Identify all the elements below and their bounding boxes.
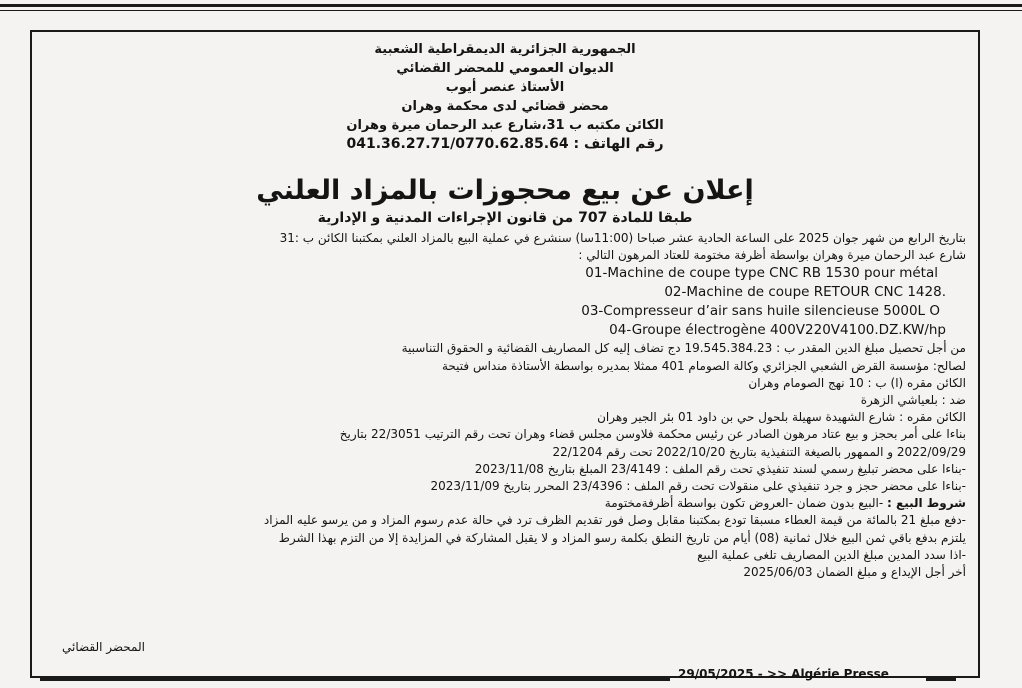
conditions-text: -البيع بدون ضمان -العروض تكون بواسطة أظرفةمختومة — [604, 496, 888, 511]
intro-line: شارع عبد الرحمان ميرة وهران بواسطة أظرفة مختومة للعتاد المرهون التالي : — [578, 248, 966, 263]
header-republic: الجمهورية الجزائرية الديمقراطية الشعبية — [374, 42, 636, 57]
header-address: الكائن مكتبه ب 31،شارع عبد الرحمان ميرة وهران — [346, 118, 664, 133]
list-item: 04-Groupe électrogène 400V220V4100.DZ.KW/hp — [609, 322, 946, 339]
list-item: 01-Machine de coupe type CNC RB 1530 pour métal — [585, 265, 938, 282]
detail-line: -بناءا على محضر تبليغ رسمي لسند تنفيذي تحت رقم الملف : 23/4149 المبلغ بتاريخ 2023/11/08 — [474, 461, 966, 476]
office-header — [32, 40, 978, 154]
terms-line: -اذا سدد المدين مبلغ الدين المصاريف تلغى عملية البيع — [697, 547, 966, 562]
sale-conditions — [44, 495, 966, 512]
intro-line: بتاريخ الرابع من شهر جوان 2025 على الساعة الحادية عشر صباحا (11:00سا) سنشرع في عملية البيع بالمزاد العلني بمكتبنا الكائن ب :31 — [279, 231, 966, 245]
detail-line: ضد : بلعياشي الزهرة — [860, 393, 966, 408]
header-phone: رقم الهاتف : 041.36.27.71/0770.62.85.64 — [346, 136, 664, 152]
list-item: 03-Compresseur d’air sans huile silencieuse 5000L O — [581, 303, 940, 320]
terms-line: يلتزم بدفع باقي ثمن البيع خلال ثمانية (08) أيام من تاريخ النطق بكلمة رسو المزاد و لا يقبل المشاركة في المزايدة إلا من التزم بهذا الشرط — [278, 530, 966, 545]
detail-line: لصالح: مؤسسة القرض الشعبي الجزائري وكالة الصومام 401 ممثلا بمديره بواسطة الأستاذة منداس فتيحة — [442, 358, 966, 373]
announcement-subtitle: طبقا للمادة 707 من قانون الإجراءات المدنية و الإدارية — [317, 210, 693, 226]
top-rule-thin — [0, 10, 1022, 11]
header-office: الديوان العمومي للمحضر القضائي — [396, 61, 614, 76]
detail-line: الكائن مقره (ا) ب : 10 نهج الصومام وهران — [748, 375, 966, 390]
terms-line: أخر أجل الإيداع و مبلغ الضمان 2025/06/03 — [743, 565, 966, 580]
header-court: محضر قضائي لدى محكمة وهران — [401, 99, 609, 114]
footer-source: 29/05/2025 - >> Algérie Presse — [678, 667, 889, 681]
list-item: 02-Machine de coupe RETOUR CNC 1428. — [664, 284, 946, 301]
announcement-body — [44, 230, 966, 581]
conditions-label: شروط البيع : — [887, 496, 966, 511]
terms-line: -دفع مبلغ 21 بالمائة من قيمة العطاء مسبقا تودع بمكتبنا مقابل وصل فور تقديم الظرف ترد في حالة عدم رسوم المزاد و من يرسو عليه المزاد — [263, 513, 966, 528]
announcement-title: إعلان عن بيع محجوزات بالمزاد العلني — [256, 175, 754, 206]
detail-line: من أجل تحصيل مبلغ الدين المقدر ب : 19.545.384.23 دج تضاف إليه كل المصاريف القضائية و الحقوق التناسبية — [401, 341, 966, 356]
detail-line: بناءا على أمر بحجز و بيع عتاد مرهون الصادر عن رئيس محكمة فلاوسن مجلس قضاء وهران تحت رقم الترتيب 22/3051 بتاريخ — [339, 427, 966, 442]
footer-rule-right — [926, 676, 956, 681]
items-list — [44, 264, 966, 340]
footer-rule-left — [40, 676, 670, 681]
top-rule — [0, 4, 1022, 7]
detail-line: -بناءا على محضر حجز و جرد تنفيذي على منقولات تحت رقم الملف : 23/4396 المحرر بتاريخ 2023/11/09 — [430, 479, 966, 494]
detail-line: الكائن مقره : شارع الشهيدة سهيلة بلحول حي بن داود 01 بئر الجير وهران — [597, 410, 966, 425]
announcement-frame — [30, 30, 980, 678]
signature: المحضر القضائي — [62, 640, 145, 654]
detail-line: 2022/09/29 و الممهور بالصيغة التنفيذية بتاريخ 2022/10/20 تحت رقم 22/1204 — [552, 444, 966, 459]
header-name: الأستاذ عنصر أيوب — [445, 80, 565, 95]
